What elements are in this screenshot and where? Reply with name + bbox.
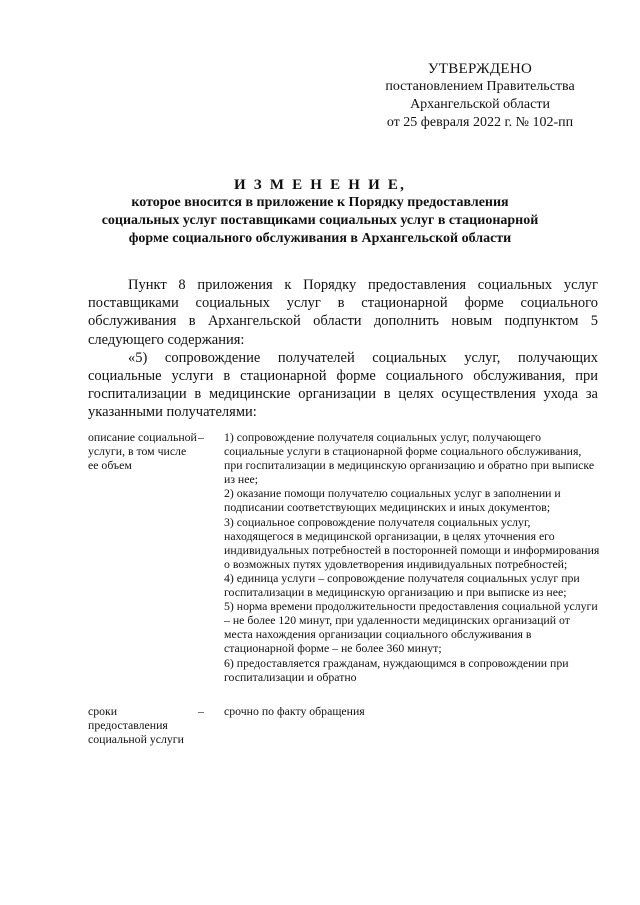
approval-stamp [360,60,600,132]
document-body [88,276,598,422]
table-row-terms [88,704,600,746]
list-item: 6) предоставляется гражданам, нуждающимся в сопровождении при госпитализации и обратно [224,655,569,684]
approval-title: УТВЕРЖДЕНО [427,61,533,77]
approval-line-3: от 25 февраля 2022 г. № 102-пп [386,115,574,130]
approval-line-2: Архангельской области [410,97,550,112]
list-item: 3) социальное сопровождение получателя социальных услуг, находящегося в медицинской организации, в целях уточнения его индивидуальных потребностей в посторонней помощи и информирования о возможных путях удовлетворения индивидуальных потребностей; [224,514,600,571]
heading-line-2: социальных услуг поставщиками социальных услуг в стационарной [101,213,539,228]
row-dash: – [198,703,204,718]
service-table [88,430,600,746]
body-paragraph-1: Пункт 8 приложения к Порядку предоставления социальных услуг поставщиками социальных услуг в стационарной форме социального обслуживания в Архангельской области дополнить новым подпунктом 5 следующего содержания: [88,277,598,348]
row-label-description: описание социальной услуги, в том числе ее объем [88,430,197,473]
list-item: 4) единица услуги – сопровождение получателя социальных услуг при госпитализации в медицинскую организацию и при выписке из нее; [224,570,580,600]
heading-line-3: форме социального обслуживания в Архангельской области [128,231,512,246]
heading-word: И З М Е Н Е Н И Е, [233,177,407,193]
document-heading [60,176,580,248]
table-row-description [88,430,600,684]
list-item: 2) оказание помощи получателю социальных услуг в заполнении и подписании соответствующих медицинских и иных документов; [224,486,561,515]
list-item: 1) сопровождение получателя социальных услуг, получающего социальные услуги в стационарной форме социального обслуживания, при госпитализации в медицинскую организацию и обратно при выписке из нее; [224,430,595,487]
row-label-terms: сроки предоставления социальной услуги [88,703,184,746]
approval-line-1: постановлением Правительства [385,79,575,94]
list-item: 5) норма времени продолжительности предоставления социальной услуги – не более 120 минут, при удаленности медицинских организаций от места нахождения организации социального обслуживания в стационарной форме – не более 360 минут; [224,599,598,656]
heading-line-1: которое вносится в приложение к Порядку предоставления [131,195,509,210]
body-paragraph-2: «5) сопровождение получателей социальных услуг, получающих социальные услуги в стационарной форме социального обслуживания, при госпитализации в медицинские организации в целях осуществления ухода за указанными получателями: [88,349,598,421]
row-dash: – [198,430,204,444]
row-content-terms: срочно по факту обращения [224,703,365,718]
row-content-description [224,430,600,684]
